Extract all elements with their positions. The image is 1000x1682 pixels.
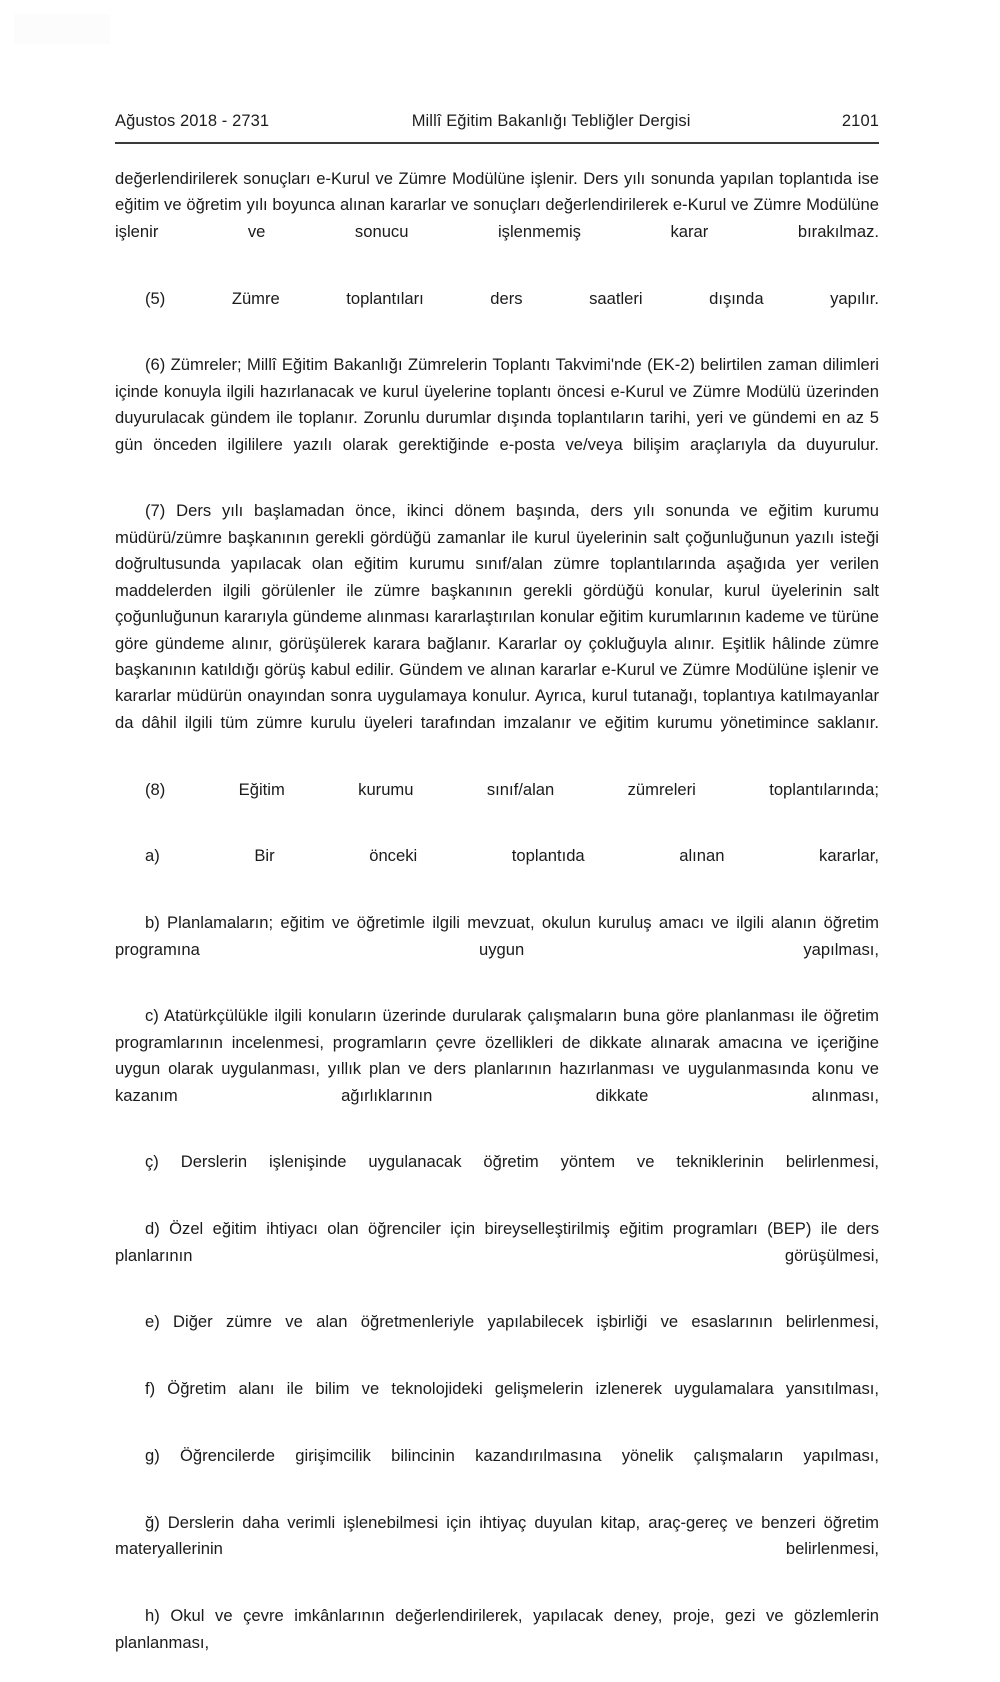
list-item-e: e) Diğer zümre ve alan öğretmenleriyle yapılabilecek işbirliği ve esaslarının belirlenmesi, (145, 1312, 879, 1332)
list-item-d: d) Özel eğitim ihtiyacı olan öğrenciler için bireyselleştirilmiş eğitim programları (BEP) ile ders planlarının görüşülmesi, (115, 1219, 879, 1265)
paragraph-continuation: değerlendirilerek sonuçları e-Kurul ve Zümre Modülüne işlenir. Ders yılı sonunda yapılan toplantıda ise eğitim ve öğretim yılı boyunca alınan kararlar ve sonuçları değerlendirilerek e-Kurul ve Zümre Modülüne işlenir ve sonucu işlenmemiş karar bırakılmaz. (115, 169, 879, 241)
header-divider (115, 142, 879, 144)
list-item-a: a) Bir önceki toplantıda alınan kararlar, (145, 846, 879, 866)
header-publication-title: Millî Eğitim Bakanlığı Tebliğler Dergisi (411, 112, 691, 130)
paragraph-clause-6: (6) Zümreler; Millî Eğitim Bakanlığı Zümrelerin Toplantı Takvimi'nde (EK-2) belirtilen zaman dilimleri içinde konuyla ilgili hazırlanacak ve kurul üyelerine toplantı öncesi e-Kurul ve Zümre Modülü üzerinden duyurulacak gündem ile toplanır. Zorunlu durumlar dışında toplantıların tarihi, yeri ve gündemi en az 5 gün önceden ilgililere yazılı olarak gerektiğinde e-posta ve/veya bilişim araçlarıyla da duyurulur. (115, 355, 879, 454)
body-text (115, 166, 879, 1682)
paragraph-clause-7: (7) Ders yılı başlamadan önce, ikinci dönem başında, ders yılı sonunda ve eğitim kurumu müdürü/zümre başkanının gerekli gördüğü zamanlar ile kurul üyelerinin salt çoğunluğunun yazılı isteği doğrultusunda yapılacak olan eğitim kurumu sınıf/alan zümre toplantılarında aşağıda yer verilen maddelerden ilgili görülenler ile zümre başkanının gerekli gördüğü konular, kurul üyelerinin salt çoğunluğunun kararıyla gündeme alınması kararlaştırılan konular eğitim kurumlarının kademe ve türüne göre gündeme alınır, görüşülerek karara bağlanır. Kararlar oy çokluğuyla alınır. Eşitlik hâlinde zümre başkanının katıldığı görüş kabul edilir. Gündem ve alınan kararlar e-Kurul ve Zümre Modülüne işlenir ve kararlar müdürün onayından sonra uygulamaya konulur. Ayrıca, kurul tutanağı, toplantıya katılmayanlar da dâhil ilgili tüm zümre kurulu üyeleri tarafından imzalanır ve eğitim kurumu yönetimince saklanır. (115, 501, 879, 732)
list-item-h: h) Okul ve çevre imkânlarının değerlendirilerek, yapılacak deney, proje, gezi ve gözlemlerin planlanması, (115, 1606, 879, 1652)
list-item-f: f) Öğretim alanı ile bilim ve teknolojideki gelişmelerin izlenerek uygulamalara yansıtılması, (145, 1379, 879, 1399)
scan-artifact (14, 14, 110, 44)
list-item-g: g) Öğrencilerde girişimcilik bilincinin kazandırılmasına yönelik çalışmaların yapılması, (145, 1446, 879, 1466)
header-issue-date: Ağustos 2018 - 2731 (115, 112, 270, 130)
page-content (115, 112, 879, 1682)
list-item-g-breve: ğ) Derslerin daha verimli işlenebilmesi için ihtiyaç duyulan kitap, araç-gereç ve benzeri öğretim materyallerinin belirlenmesi, (115, 1512, 879, 1559)
list-item-c: c) Atatürkçülükle ilgili konuların üzerinde durularak çalışmaların buna göre planlanması ile öğretim programlarının incelenmesi, programların çevre özellikleri de dikkate alınarak amacına ve içeriğine uygun olarak uygulanması, yıllık plan ve ders planlarının hazırlanması ve uygulanmasında konu ve kazanım ağırlıklarının dikkate alınması, (115, 1006, 879, 1105)
paragraph-clause-5: (5) Zümre toplantıları ders saatleri dışında yapılır. (145, 288, 879, 308)
paragraph-clause-8: (8) Eğitim kurumu sınıf/alan zümreleri toplantılarında; (145, 779, 879, 799)
running-header (115, 112, 879, 136)
list-item-c-cedilla: ç) Derslerin işlenişinde uygulanacak öğretim yöntem ve tekniklerinin belirlenmesi, (145, 1152, 879, 1172)
page-number: 2101 (841, 112, 879, 130)
list-item-b: b) Planlamaların; eğitim ve öğretimle ilgili mevzuat, okulun kuruluş amacı ve ilgili alanın öğretim programına uygun yapılması, (115, 913, 879, 959)
